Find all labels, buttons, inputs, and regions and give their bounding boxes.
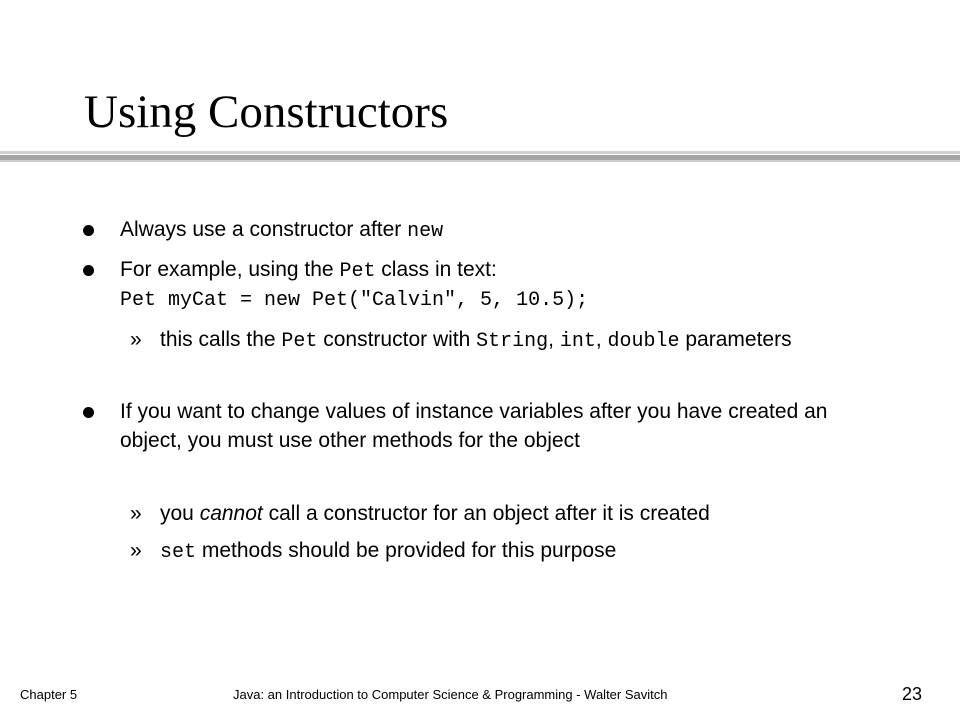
page-number: 23 [902, 684, 923, 704]
code-example-line: Pet myCat = new Pet("Calvin", 5, 10.5); [120, 289, 589, 312]
code-new: new [407, 220, 444, 243]
bullet-dot [83, 407, 94, 418]
code-string: String [476, 330, 549, 353]
footer-chapter: Chapter 5 [20, 687, 78, 702]
bullet-text: Always use a constructor after [120, 218, 408, 241]
sub-bullet-text: methods should be provided for this purpose [196, 539, 617, 562]
emphasis-cannot: cannot [199, 502, 263, 525]
sub-bullet-text: this calls the [160, 328, 282, 351]
bullet-example-pet [120, 255, 880, 315]
sub-bullet-set-methods [130, 536, 880, 567]
bullet-dot [83, 265, 94, 276]
bullet-change-values [120, 397, 880, 455]
code-pet: Pet [281, 330, 318, 353]
bullet-dot [83, 225, 94, 236]
footer-book-title: Java: an Introduction to Computer Science & Programming - Walter Savitch [233, 687, 668, 702]
separator: , [595, 328, 608, 351]
bullet-text: For example, using the [120, 258, 340, 281]
sub-bullet-text: call a constructor for an object after it is created [262, 502, 710, 525]
title-divider [0, 148, 960, 164]
code-double: double [607, 330, 680, 353]
sub-bullet-marker: » [130, 328, 142, 351]
separator: , [548, 328, 560, 351]
slide-title: Using Constructors [84, 86, 449, 138]
sub-bullet-marker: » [130, 502, 142, 525]
bullet-text: class in text: [375, 258, 497, 281]
sub-bullet-cannot-call [130, 499, 880, 528]
code-int: int [559, 330, 596, 353]
sub-bullet-text: parameters [679, 328, 792, 351]
sub-bullet-text: you [160, 502, 200, 525]
sub-bullet-marker: » [130, 539, 142, 562]
sub-bullet-constructor-params [130, 325, 880, 356]
sub-bullet-text: constructor with [317, 328, 477, 351]
bullet-always-use-new [120, 215, 880, 246]
code-set: set [160, 541, 197, 564]
bullet-text: If you want to change values of instance variables after you have created an object, you must use other methods for the object [120, 400, 828, 452]
code-pet: Pet [339, 260, 376, 283]
